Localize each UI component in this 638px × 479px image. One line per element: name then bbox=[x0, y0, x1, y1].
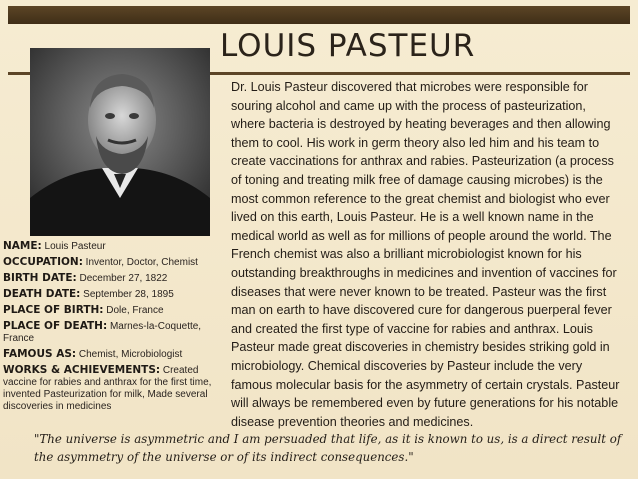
facts-panel bbox=[3, 240, 223, 416]
fact-place-of-death bbox=[3, 320, 223, 345]
fact-birth-date bbox=[3, 272, 223, 285]
portrait-image bbox=[30, 48, 210, 236]
fact-works-achievements bbox=[3, 364, 223, 413]
top-accent-bar bbox=[8, 6, 630, 24]
biography-paragraph: Dr. Louis Pasteur discovered that microbes were responsible for souring alcohol and came up with the process of pasteurization, where bacteria is destroyed by heating beverages and then allowing them to cool. His work in germ theory also led him and his team to create vaccinations for anthrax and rabies. Pasteurization (a process of toning and treating milk free of damage causing microbes) is the most common reference to the great chemist and biologist who ever lived on this earth, Louis Pasteur. He is a well known name in the medical world as well as for millions of people around the world. The French chemist was also a brilliant microbiologist known for his outstanding breakthroughs in medicines and invention of vaccines for diseases that were never known to be treated. Pasteur was the first man on earth to have discovered cure for dangerous puerperal fever and created the first type of vaccine for rabies and anthrax. Louis Pasteur made great discoveries in chemistry besides striking gold in microbiology. Chemical discoveries by Pasteur include the very famous molecular basis for the asymmetry of certain crystals. Pasteur will always be remembered even by future generations for his notable disease prevention theories and medicines. bbox=[231, 80, 620, 429]
fact-value: Inventor, Doctor, Chemist bbox=[85, 257, 198, 268]
fact-name bbox=[3, 240, 223, 253]
fact-value: Louis Pasteur bbox=[44, 241, 106, 252]
portrait-drawing bbox=[30, 48, 210, 236]
fact-occupation bbox=[3, 256, 223, 269]
fact-famous-as bbox=[3, 348, 223, 361]
fact-place-of-birth bbox=[3, 304, 223, 317]
fact-label: BIRTH DATE: bbox=[3, 272, 77, 284]
fact-value: December 27, 1822 bbox=[79, 273, 168, 284]
fact-value: Chemist, Microbiologist bbox=[78, 349, 183, 360]
fact-death-date bbox=[3, 288, 223, 301]
fact-value: September 28, 1895 bbox=[83, 289, 174, 300]
slide-title: LOUIS PASTEUR bbox=[220, 28, 476, 64]
fact-value: Marnes-la-Coquette, France bbox=[3, 321, 202, 344]
fact-value: Dole, France bbox=[106, 305, 164, 316]
fact-label: WORKS & ACHIEVEMENTS: bbox=[3, 364, 161, 376]
fact-label: NAME: bbox=[3, 240, 42, 252]
pasteur-quote: "The universe is asymmetric and I am persuaded that life, as it is known to us, is a direct result of the asymmetry of the universe or of its indirect consequences." bbox=[34, 432, 622, 464]
fact-label: PLACE OF BIRTH: bbox=[3, 304, 104, 316]
fact-label: PLACE OF DEATH: bbox=[3, 320, 108, 332]
fact-label: FAMOUS AS: bbox=[3, 348, 77, 360]
fact-label: DEATH DATE: bbox=[3, 288, 81, 300]
fact-label: OCCUPATION: bbox=[3, 256, 83, 268]
fact-value: Created vaccine for rabies and anthrax for the first time, invented Pasteurization for milk, Made several discoveries in medicines bbox=[3, 365, 212, 412]
